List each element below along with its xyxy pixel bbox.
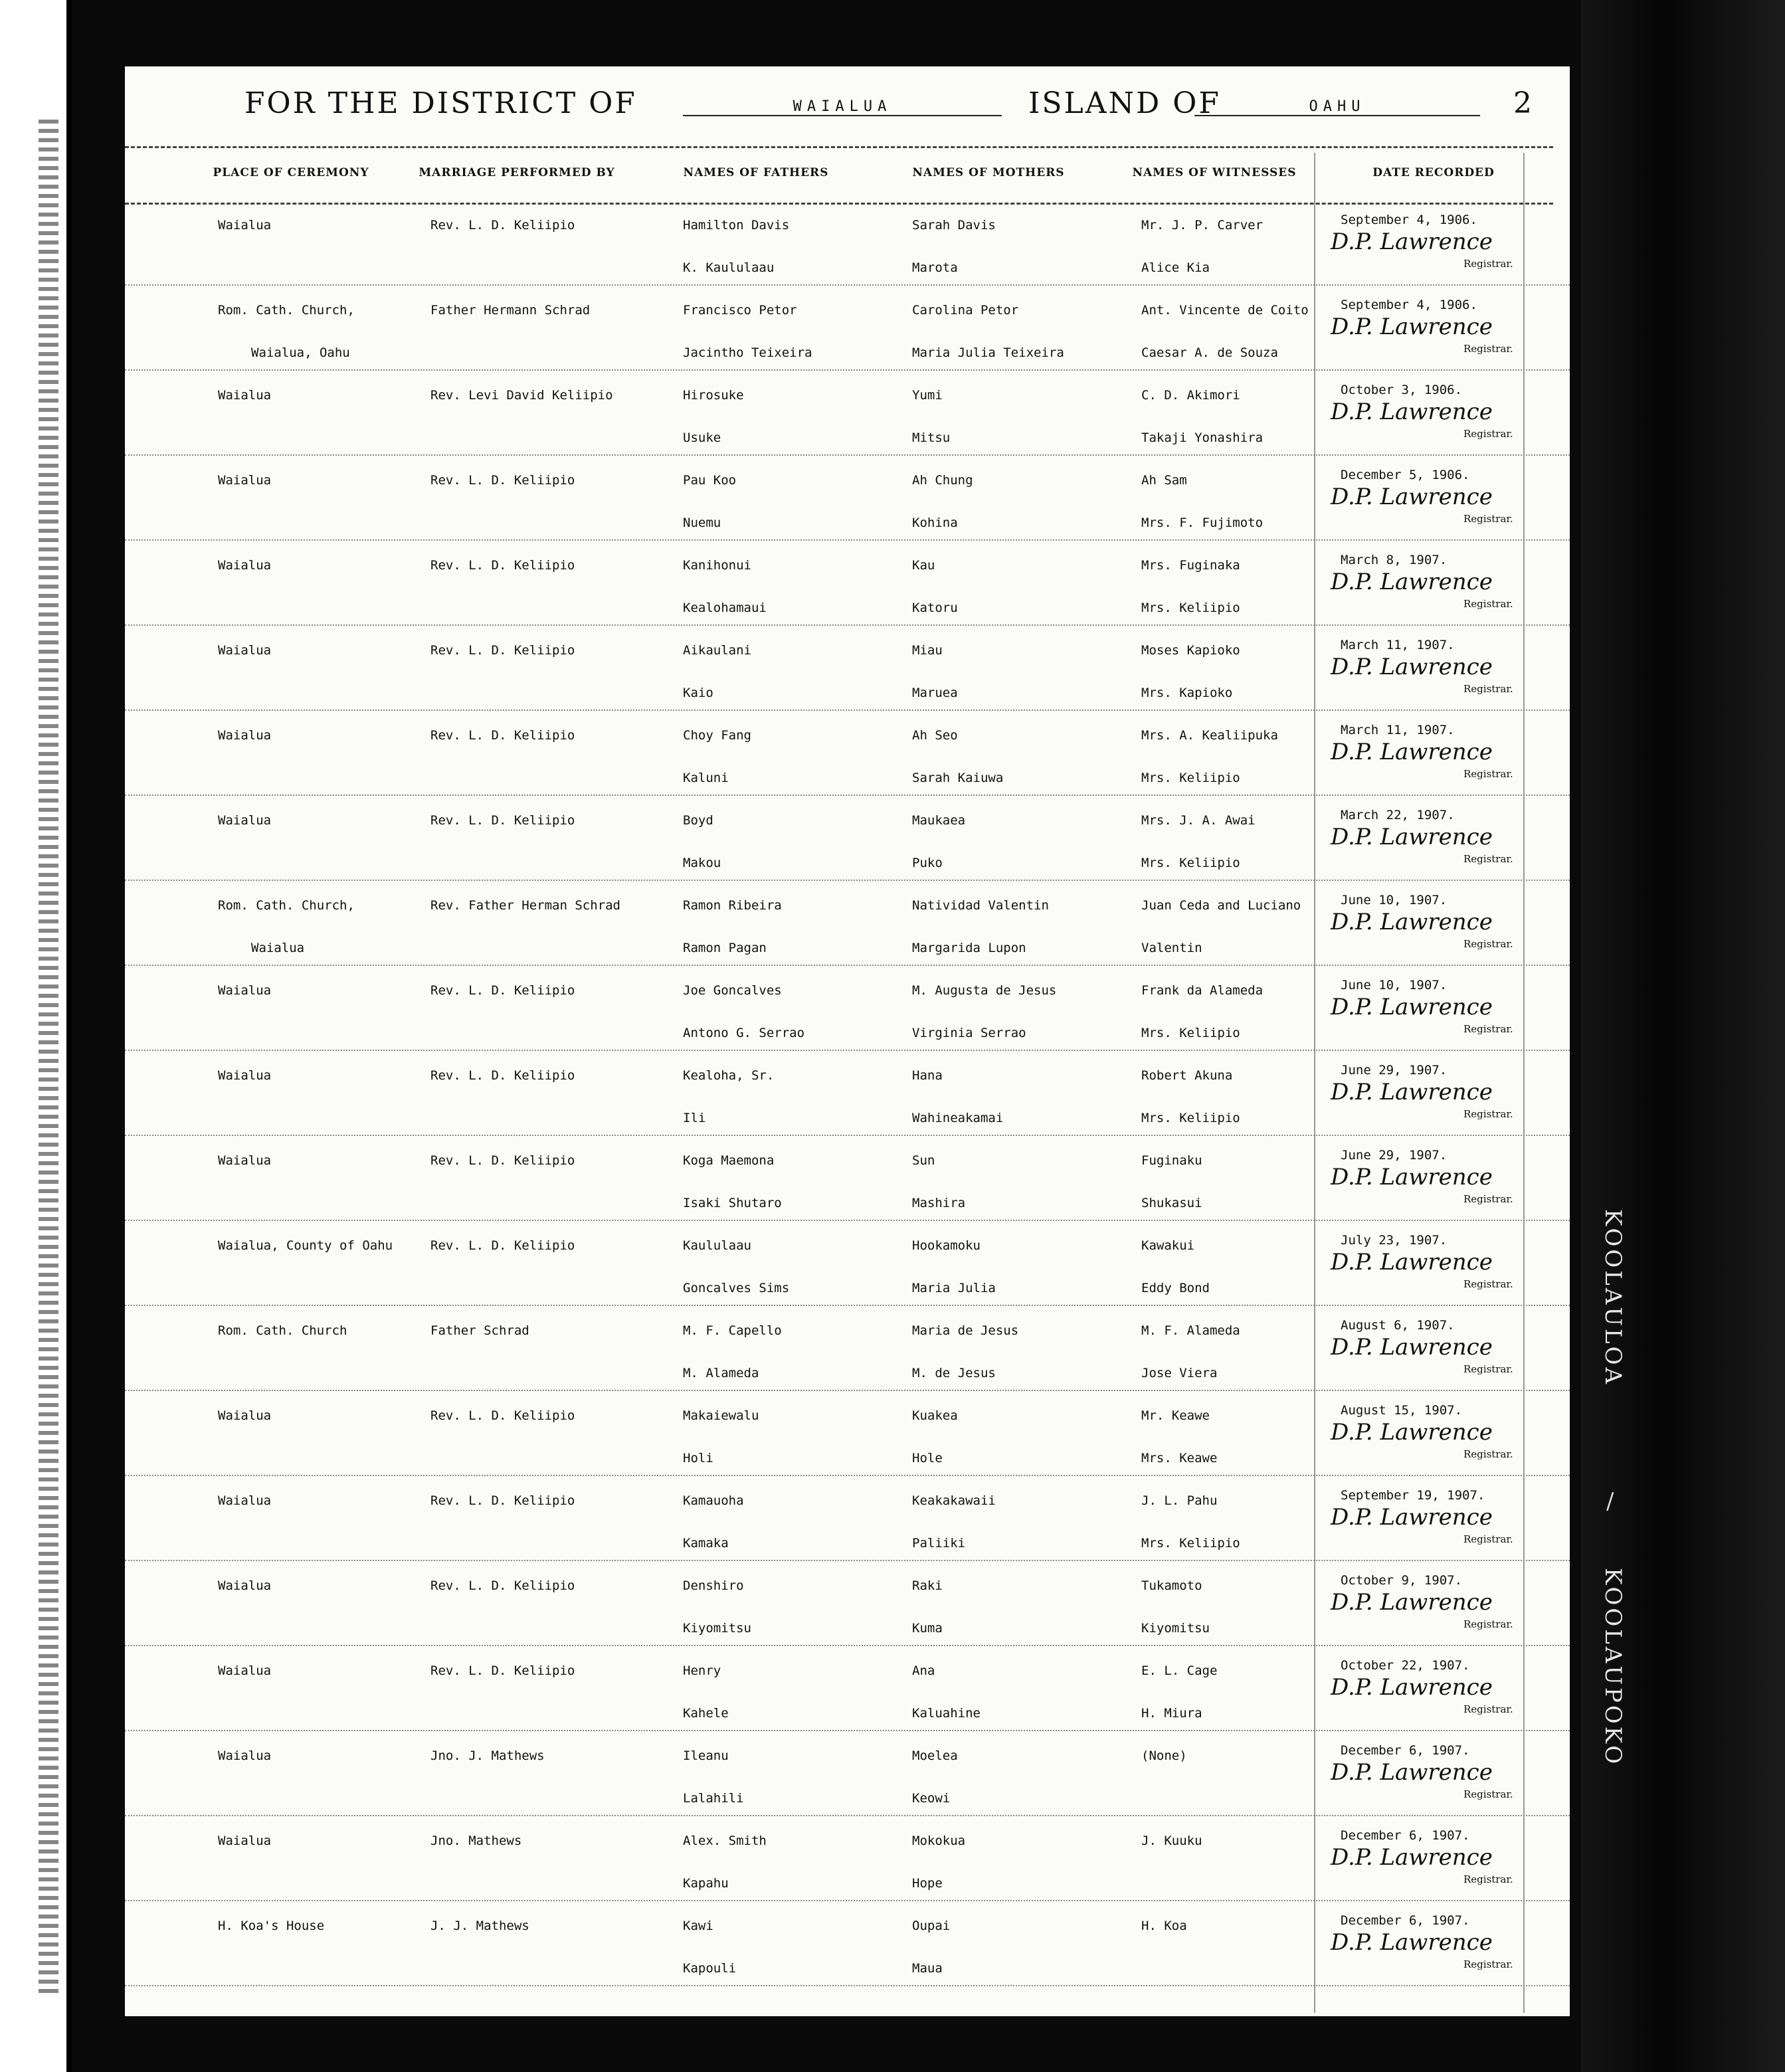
witness-cell: H. Koa — [1141, 1919, 1187, 1933]
performed-by-cell: Rev. L. D. Keliipio — [430, 558, 575, 573]
father-cell: Hirosuke — [683, 388, 744, 403]
father-cell: Kahele — [683, 1706, 729, 1721]
place-cell: Waialua — [218, 1578, 272, 1593]
mother-cell: Maria Julia Teixeira — [912, 345, 1064, 360]
performed-by-cell: Rev. L. D. Keliipio — [430, 1238, 575, 1253]
witness-cell: Mrs. Fuginaka — [1141, 558, 1240, 573]
mother-cell: Virginia Serrao — [912, 1026, 1026, 1040]
father-cell: Kealohamaui — [683, 601, 767, 615]
signature-title: Registrar. — [1463, 1958, 1513, 1970]
signature-title: Registrar. — [1463, 683, 1513, 695]
place-cell: Waialua — [218, 1153, 272, 1168]
father-cell: Pau Koo — [683, 473, 737, 488]
father-cell: Ileanu — [683, 1748, 729, 1763]
performed-by-cell: Father Hermann Schrad — [430, 303, 591, 318]
father-cell: Boyd — [683, 813, 713, 828]
table-row — [125, 1645, 1570, 1731]
mother-cell: Puko — [912, 856, 943, 870]
father-cell: Holi — [683, 1451, 713, 1465]
performed-by-cell: Rev. L. D. Keliipio — [430, 728, 575, 743]
signature-name: D.P. Lawrence — [1331, 1844, 1493, 1871]
registrar-signature — [1331, 1418, 1543, 1464]
table-row — [125, 1305, 1570, 1391]
place-cell: Waialua, County of Oahu — [218, 1238, 393, 1253]
microfilm-edge — [39, 120, 58, 1993]
signature-title: Registrar. — [1463, 1533, 1513, 1545]
mother-cell: Kohina — [912, 516, 958, 530]
father-cell: Joe Goncalves — [683, 983, 782, 998]
performed-by-cell: Rev. L. D. Keliipio — [430, 1663, 575, 1678]
performed-by-cell: Rev. L. D. Keliipio — [430, 1578, 575, 1593]
date-cell: October 22, 1907. — [1341, 1658, 1470, 1673]
registrar-signature — [1331, 1163, 1543, 1209]
signature-name: D.P. Lawrence — [1331, 909, 1493, 935]
father-cell: Kaio — [683, 686, 713, 700]
mother-cell: Katoru — [912, 601, 958, 615]
witness-cell: Takaji Yonashira — [1141, 430, 1264, 445]
date-cell: March 11, 1907. — [1341, 723, 1455, 737]
table-row — [125, 369, 1570, 456]
place-cell: Waialua — [218, 813, 272, 828]
signature-name: D.P. Lawrence — [1331, 1334, 1493, 1361]
father-cell: Kealoha, Sr. — [683, 1068, 775, 1083]
date-cell: March 22, 1907. — [1341, 808, 1455, 822]
mother-cell: Hole — [912, 1451, 943, 1465]
col-witnesses: NAMES OF WITNESSES — [1132, 166, 1297, 179]
father-cell: Francisco Petor — [683, 303, 797, 318]
father-cell: Kamaka — [683, 1536, 729, 1551]
side-label-koolauloa: KOOLAULOA — [1600, 1209, 1626, 1387]
father-cell: Usuke — [683, 430, 721, 445]
place-cell: Waialua — [218, 1834, 272, 1848]
date-cell: June 29, 1907. — [1341, 1148, 1448, 1163]
signature-name: D.P. Lawrence — [1331, 654, 1493, 680]
place-cell: Waialua — [218, 643, 272, 658]
mother-cell: Paliiki — [912, 1536, 966, 1551]
father-cell: Kaluni — [683, 771, 729, 785]
witness-cell: Mrs. Keliipio — [1141, 1111, 1240, 1125]
father-cell: Antono G. Serrao — [683, 1026, 805, 1040]
island-label: ISLAND OF — [1028, 86, 1221, 120]
signature-name: D.P. Lawrence — [1331, 1759, 1493, 1786]
place-cell: Waialua — [218, 218, 272, 233]
mother-cell: Raki — [912, 1578, 943, 1593]
signature-title: Registrar. — [1463, 1448, 1513, 1460]
mother-cell: Natividad Valentin — [912, 898, 1049, 913]
table-row — [125, 624, 1570, 711]
registrar-signature — [1331, 907, 1543, 954]
signature-name: D.P. Lawrence — [1331, 569, 1493, 595]
signature-name: D.P. Lawrence — [1331, 399, 1493, 425]
performed-by-cell: Rev. L. D. Keliipio — [430, 1493, 575, 1508]
signature-title: Registrar. — [1463, 853, 1513, 865]
mother-cell: Yumi — [912, 388, 943, 403]
witness-cell: C. D. Akimori — [1141, 388, 1240, 403]
mother-cell: Ah Seo — [912, 728, 958, 743]
father-cell: K. Kaululaau — [683, 260, 775, 275]
date-cell: June 10, 1907. — [1341, 978, 1448, 992]
registrar-signature — [1331, 1333, 1543, 1379]
mother-cell: Maria Julia — [912, 1281, 996, 1295]
witness-cell: (None) — [1141, 1748, 1187, 1763]
signature-name: D.P. Lawrence — [1331, 1249, 1493, 1275]
witness-cell: H. Miura — [1141, 1706, 1202, 1721]
mother-cell: Mitsu — [912, 430, 951, 445]
father-cell: Makou — [683, 856, 721, 870]
mother-cell: Ah Chung — [912, 473, 973, 488]
signature-name: D.P. Lawrence — [1331, 739, 1493, 765]
table-row — [125, 1815, 1570, 1901]
witness-cell: Kawakui — [1141, 1238, 1195, 1253]
performed-by-cell: Rev. L. D. Keliipio — [430, 813, 575, 828]
mother-cell: Kau — [912, 558, 935, 573]
mother-cell: Carolina Petor — [912, 303, 1019, 318]
place-cell: Waialua — [218, 473, 272, 488]
table-row — [125, 1050, 1570, 1136]
side-label-koolaupoko: KOOLAUPOKO — [1600, 1568, 1626, 1767]
witness-cell: Mrs. F. Fujimoto — [1141, 516, 1264, 530]
column-headers — [125, 166, 1570, 199]
col-date: DATE RECORDED — [1372, 166, 1495, 179]
col-mothers: NAMES OF MOTHERS — [912, 166, 1065, 179]
witness-cell: M. F. Alameda — [1141, 1323, 1240, 1338]
district-label: FOR THE DISTRICT OF — [244, 86, 637, 120]
signature-name: D.P. Lawrence — [1331, 314, 1493, 340]
witness-cell: Mrs. A. Kealiipuka — [1141, 728, 1278, 743]
signature-title: Registrar. — [1463, 938, 1513, 950]
date-cell: October 9, 1907. — [1341, 1573, 1463, 1588]
signature-title: Registrar. — [1463, 428, 1513, 440]
registrar-signature — [1331, 822, 1543, 869]
registrar-signature — [1331, 1673, 1543, 1719]
signature-title: Registrar. — [1463, 1788, 1513, 1800]
witness-cell: Alice Kia — [1141, 260, 1210, 275]
father-cell: Kanihonui — [683, 558, 751, 573]
signature-title: Registrar. — [1463, 1108, 1513, 1120]
witness-cell: Frank da Alameda — [1141, 983, 1264, 998]
witness-cell: Valentin — [1141, 941, 1202, 955]
registrar-signature — [1331, 312, 1543, 359]
registrar-signature — [1331, 1503, 1543, 1549]
table-row — [125, 1560, 1570, 1646]
date-cell: July 23, 1907. — [1341, 1233, 1448, 1248]
signature-title: Registrar. — [1463, 1873, 1513, 1885]
register-page — [125, 66, 1570, 2016]
witness-cell: Juan Ceda and Luciano — [1141, 898, 1301, 913]
witness-cell: Mrs. J. A. Awai — [1141, 813, 1256, 828]
table-row — [125, 1900, 1570, 1986]
mother-cell: Kuma — [912, 1621, 943, 1636]
witness-cell: Fuginaku — [1141, 1153, 1202, 1168]
signature-name: D.P. Lawrence — [1331, 824, 1493, 850]
witness-cell: Mr. J. P. Carver — [1141, 218, 1264, 233]
registrar-signature — [1331, 1843, 1543, 1889]
performed-by-cell: Rev. L. D. Keliipio — [430, 1153, 575, 1168]
signature-name: D.P. Lawrence — [1331, 1079, 1493, 1105]
col-fathers: NAMES OF FATHERS — [683, 166, 829, 179]
father-cell: Kawi — [683, 1919, 713, 1933]
father-cell: M. F. Capello — [683, 1323, 782, 1338]
table-row — [125, 1390, 1570, 1476]
registrar-signature — [1331, 482, 1543, 529]
date-cell: December 5, 1906. — [1341, 468, 1470, 482]
mother-cell: Wahineakamai — [912, 1111, 1004, 1125]
col-performed-by: MARRIAGE PERFORMED BY — [419, 166, 615, 179]
place-cell: Waialua — [218, 1068, 272, 1083]
signature-name: D.P. Lawrence — [1331, 484, 1493, 510]
performed-by-cell: Rev. L. D. Keliipio — [430, 983, 575, 998]
date-cell: December 6, 1907. — [1341, 1828, 1470, 1843]
place-cell: Waialua — [218, 983, 272, 998]
date-cell: September 4, 1906. — [1341, 213, 1477, 227]
table-row — [125, 454, 1570, 541]
place-cell: Waialua — [218, 1408, 272, 1423]
performed-by-cell: Jno. Mathews — [430, 1834, 522, 1848]
registrar-signature — [1331, 1078, 1543, 1124]
mother-cell: Maua — [912, 1961, 943, 1976]
date-cell: June 29, 1907. — [1341, 1063, 1448, 1078]
place-cell: H. Koa's House — [218, 1919, 325, 1933]
father-cell: Makaiewalu — [683, 1408, 759, 1423]
mother-cell: Mokokua — [912, 1834, 966, 1848]
father-cell: Lalahili — [683, 1791, 744, 1806]
signature-name: D.P. Lawrence — [1331, 1674, 1493, 1701]
header-rule — [125, 146, 1553, 148]
witness-cell: Robert Akuna — [1141, 1068, 1233, 1083]
table-row — [125, 795, 1570, 881]
table-row — [125, 965, 1570, 1051]
witness-cell: Mrs. Keawe — [1141, 1451, 1218, 1465]
signature-title: Registrar. — [1463, 1278, 1513, 1290]
registrar-signature — [1331, 397, 1543, 444]
date-cell: August 6, 1907. — [1341, 1318, 1455, 1333]
scan-left-margin — [0, 0, 72, 2072]
witness-cell: Eddy Bond — [1141, 1281, 1210, 1295]
table-row — [125, 284, 1570, 371]
witness-cell: Mr. Keawe — [1141, 1408, 1210, 1423]
performed-by-cell: Father Schrad — [430, 1323, 529, 1338]
mother-cell: Moelea — [912, 1748, 958, 1763]
side-label-separator: / — [1606, 1488, 1614, 1515]
col-place: PLACE OF CEREMONY — [213, 166, 369, 179]
place-cell: Waialua — [218, 558, 272, 573]
mother-cell: Hookamoku — [912, 1238, 981, 1253]
date-cell: December 6, 1907. — [1341, 1743, 1470, 1758]
mother-cell: Sun — [912, 1153, 935, 1168]
signature-title: Registrar. — [1463, 768, 1513, 780]
father-cell: Ramon Ribeira — [683, 898, 782, 913]
witness-cell: Mrs. Kapioko — [1141, 686, 1233, 700]
performed-by-cell: Rev. L. D. Keliipio — [430, 643, 575, 658]
date-cell: September 4, 1906. — [1341, 298, 1477, 312]
mother-cell: Miau — [912, 643, 943, 658]
performed-by-cell: Rev. L. D. Keliipio — [430, 473, 575, 488]
mother-cell: Keowi — [912, 1791, 951, 1806]
mother-cell: Hana — [912, 1068, 943, 1083]
place-cell: Rom. Cath. Church, — [218, 303, 355, 318]
mother-cell: Hope — [912, 1876, 943, 1891]
registrar-signature — [1331, 1928, 1543, 1974]
witness-cell: Jose Viera — [1141, 1366, 1218, 1380]
witness-cell: Mrs. Keliipio — [1141, 1536, 1240, 1551]
father-cell: Kapouli — [683, 1961, 737, 1976]
registrar-signature — [1331, 1758, 1543, 1804]
signature-name: D.P. Lawrence — [1331, 994, 1493, 1020]
place-cell: Waialua — [218, 388, 272, 403]
registrar-signature — [1331, 652, 1543, 699]
signature-title: Registrar. — [1463, 258, 1513, 270]
table-row — [125, 1475, 1570, 1561]
mother-cell: M. de Jesus — [912, 1366, 996, 1380]
registrar-signature — [1331, 1248, 1543, 1294]
father-cell: Isaki Shutaro — [683, 1196, 782, 1210]
father-cell: Henry — [683, 1663, 721, 1678]
place-cell: Waialua — [251, 941, 305, 955]
signature-name: D.P. Lawrence — [1331, 229, 1493, 255]
date-cell: March 11, 1907. — [1341, 638, 1455, 652]
table-row — [125, 1730, 1570, 1816]
witness-cell: Tukamoto — [1141, 1578, 1202, 1593]
father-cell: Alex. Smith — [683, 1834, 767, 1848]
father-cell: Ramon Pagan — [683, 941, 767, 955]
mother-cell: Marota — [912, 260, 958, 275]
place-cell: Waialua — [218, 1493, 272, 1508]
witness-cell: Kiyomitsu — [1141, 1621, 1210, 1636]
witness-cell: J. L. Pahu — [1141, 1493, 1218, 1508]
signature-title: Registrar. — [1463, 1023, 1513, 1035]
witness-cell: Moses Kapioko — [1141, 643, 1240, 658]
mother-cell: Sarah Kaiuwa — [912, 771, 1004, 785]
page-header — [125, 86, 1570, 133]
date-cell: June 10, 1907. — [1341, 893, 1448, 907]
father-cell: Ili — [683, 1111, 706, 1125]
place-cell: Rom. Cath. Church — [218, 1323, 347, 1338]
mother-cell: Maruea — [912, 686, 958, 700]
registrar-signature — [1331, 992, 1543, 1039]
performed-by-cell: Rev. L. D. Keliipio — [430, 218, 575, 233]
father-cell: Kamauoha — [683, 1493, 744, 1508]
witness-cell: Mrs. Keliipio — [1141, 856, 1240, 870]
mother-cell: Oupai — [912, 1919, 951, 1933]
signature-name: D.P. Lawrence — [1331, 1419, 1493, 1446]
father-cell: Nuemu — [683, 516, 721, 530]
place-cell: Waialua — [218, 1663, 272, 1678]
table-row — [125, 1220, 1570, 1306]
table-row — [125, 880, 1570, 966]
registrar-signature — [1331, 567, 1543, 614]
witness-cell: Mrs. Keliipio — [1141, 601, 1240, 615]
performed-by-cell: Rev. L. D. Keliipio — [430, 1408, 575, 1423]
mother-cell: Kaluahine — [912, 1706, 981, 1721]
witness-cell: E. L. Cage — [1141, 1663, 1218, 1678]
table-row — [125, 199, 1570, 286]
place-cell: Waialua — [218, 1748, 272, 1763]
signature-name: D.P. Lawrence — [1331, 1504, 1493, 1531]
signature-title: Registrar. — [1463, 1703, 1513, 1715]
witness-cell: Ant. Vincente de Coito — [1141, 303, 1309, 318]
mother-cell: Kuakea — [912, 1408, 958, 1423]
performed-by-cell: Rev. L. D. Keliipio — [430, 1068, 575, 1083]
district-value: WAIALUA — [683, 98, 1002, 116]
performed-by-cell: Jno. J. Mathews — [430, 1748, 545, 1763]
father-cell: M. Alameda — [683, 1366, 759, 1380]
table-row — [125, 709, 1570, 796]
performed-by-cell: Rev. Father Herman Schrad — [430, 898, 620, 913]
mother-cell: Mashira — [912, 1196, 966, 1210]
date-cell: August 15, 1907. — [1341, 1403, 1463, 1418]
place-cell: Rom. Cath. Church, — [218, 898, 355, 913]
place-cell: Waialua — [218, 728, 272, 743]
signature-title: Registrar. — [1463, 1193, 1513, 1205]
father-cell: Koga Maemona — [683, 1153, 775, 1168]
signature-name: D.P. Lawrence — [1331, 1589, 1493, 1616]
father-cell: Aikaulani — [683, 643, 751, 658]
performed-by-cell: Rev. Levi David Keliipio — [430, 388, 613, 403]
signature-title: Registrar. — [1463, 343, 1513, 355]
signature-title: Registrar. — [1463, 513, 1513, 525]
mother-cell: Ana — [912, 1663, 935, 1678]
signature-name: D.P. Lawrence — [1331, 1164, 1493, 1190]
mother-cell: Keakakawaii — [912, 1493, 996, 1508]
date-cell: March 8, 1907. — [1341, 553, 1448, 567]
date-cell: September 19, 1907. — [1341, 1488, 1485, 1503]
witness-cell: Shukasui — [1141, 1196, 1202, 1210]
page-number: 2 — [1513, 86, 1534, 120]
registrar-signature — [1331, 1588, 1543, 1634]
father-cell: Goncalves Sims — [683, 1281, 790, 1295]
island-value: OAHU — [1194, 98, 1480, 116]
witness-cell: Mrs. Keliipio — [1141, 1026, 1240, 1040]
witness-cell: Ah Sam — [1141, 473, 1187, 488]
signature-name: D.P. Lawrence — [1331, 1929, 1493, 1956]
mother-cell: Maria de Jesus — [912, 1323, 1019, 1338]
registrar-signature — [1331, 227, 1543, 274]
father-cell: Jacintho Teixeira — [683, 345, 812, 360]
registrar-signature — [1331, 737, 1543, 784]
father-cell: Kiyomitsu — [683, 1621, 751, 1636]
date-cell: December 6, 1907. — [1341, 1913, 1470, 1928]
father-cell: Kaululaau — [683, 1238, 751, 1253]
mother-cell: Sarah Davis — [912, 218, 996, 233]
table-row — [125, 539, 1570, 626]
signature-title: Registrar. — [1463, 598, 1513, 610]
father-cell: Denshiro — [683, 1578, 744, 1593]
father-cell: Hamilton Davis — [683, 218, 790, 233]
witness-cell: Caesar A. de Souza — [1141, 345, 1278, 360]
father-cell: Choy Fang — [683, 728, 751, 743]
signature-title: Registrar. — [1463, 1618, 1513, 1630]
father-cell: Kapahu — [683, 1876, 729, 1891]
mother-cell: Margarida Lupon — [912, 941, 1026, 955]
witness-cell: J. Kuuku — [1141, 1834, 1202, 1848]
table-row — [125, 1135, 1570, 1221]
signature-title: Registrar. — [1463, 1363, 1513, 1375]
mother-cell: Maukaea — [912, 813, 966, 828]
performed-by-cell: J. J. Mathews — [430, 1919, 529, 1933]
date-cell: October 3, 1906. — [1341, 383, 1463, 397]
place-cell: Waialua, Oahu — [251, 345, 350, 360]
witness-cell: Mrs. Keliipio — [1141, 771, 1240, 785]
mother-cell: M. Augusta de Jesus — [912, 983, 1057, 998]
